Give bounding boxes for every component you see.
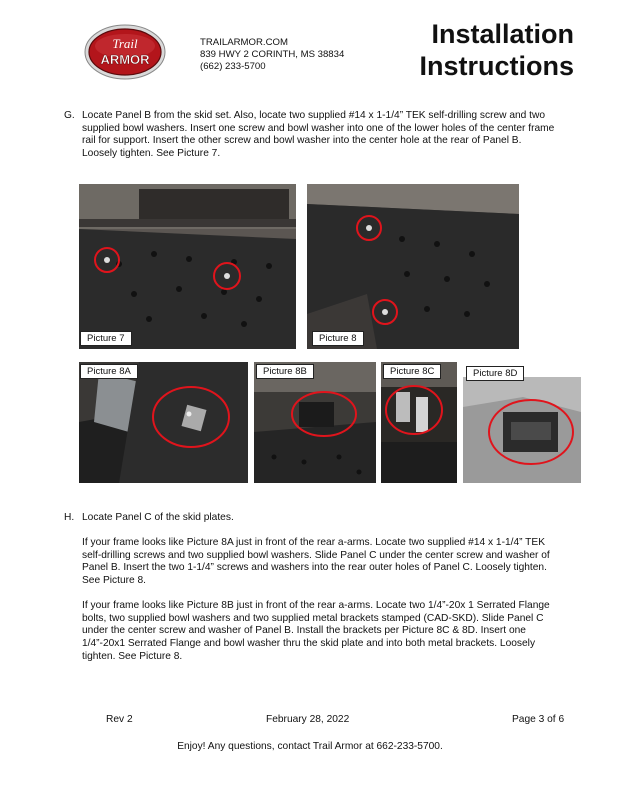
step-g-text: Locate Panel B from the skid set. Also, locate two supplied #14 x 1-1/4” TEK self-drilling screw and two supplied bowl washers. Insert one screw and bowl washer into one of the lower holes of the center frame rail for support. Insert the other screw and bowl washer into the center hole at the rear of Panel B. Loosely tighten. See Picture 7. xyxy=(82,110,555,160)
step-h-label: H. xyxy=(64,512,75,523)
step-g-label: G. xyxy=(64,110,75,121)
logo-text-top: Trail xyxy=(112,36,138,51)
step-h-text: Locate Panel C of the skid plates. xyxy=(82,512,234,523)
trail-armor-logo xyxy=(84,24,166,80)
picture-8a-caption: Picture 8A xyxy=(80,364,138,379)
step-h-paragraph-1: If your frame looks like Picture 8A just in front of the rear a-arms. Locate two supplied #14 x 1-1/4” TEK self-drilling screws and two supplied bowl washers. Slide Panel C under the center screw and washer of Panel B. Insert the two 1-1/4” screws and washers into the rear outer holes of Panel C. Loosely tighten. See Picture 8. xyxy=(82,537,550,587)
company-website: TRAILARMOR.COM xyxy=(200,37,288,48)
picture-8c-caption: Picture 8C xyxy=(383,364,441,379)
picture-8c-photo xyxy=(381,362,457,483)
footer-contact-note: Enjoy! Any questions, contact Trail Armor at 662-233-5700. xyxy=(177,741,443,752)
picture-7-photo xyxy=(79,184,296,349)
company-phone: (662) 233-5700 xyxy=(200,61,266,72)
footer-date: February 28, 2022 xyxy=(266,714,350,725)
step-h xyxy=(64,512,564,526)
title-line-1: Installation xyxy=(431,19,574,49)
footer-revision: Rev 2 xyxy=(106,714,133,725)
logo-text-bottom: ARMOR xyxy=(100,52,150,67)
picture-8d-caption: Picture 8D xyxy=(466,366,524,381)
picture-8b-photo xyxy=(254,362,376,483)
page-title xyxy=(419,18,574,82)
title-line-2: Instructions xyxy=(419,51,574,81)
picture-7-caption: Picture 7 xyxy=(80,331,132,346)
company-address: 839 HWY 2 CORINTH, MS 38834 xyxy=(200,49,345,60)
picture-8a-photo xyxy=(79,362,248,483)
step-h-paragraph-2: If your frame looks like Picture 8B just in front of the rear a-arms. Locate two 1/4”-20x 1 Serrated Flange bolts, two supplied bowl washers and two supplied metal brackets stamped (CAD-SKD). Slide Panel C under the center screw and washer of Panel B. Install the brackets per Picture 8C & 8D. Insert one 1/4”-20x1 Serrated Flange and bowl washer thru the skid plate and into both metal brackets. Loosely tighten. See Picture 8. xyxy=(82,600,550,662)
company-info xyxy=(200,37,344,73)
step-g xyxy=(64,110,564,170)
picture-8-photo xyxy=(307,184,519,349)
picture-8-caption: Picture 8 xyxy=(312,331,364,346)
picture-8d-photo xyxy=(463,377,581,483)
footer-page-number: Page 3 of 6 xyxy=(512,714,565,725)
picture-8b-caption: Picture 8B xyxy=(256,364,314,379)
